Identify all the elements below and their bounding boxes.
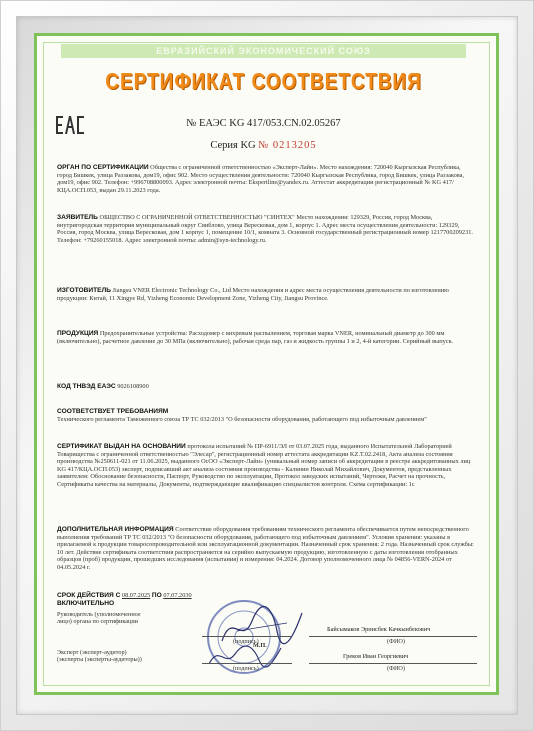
- basis-section: [57, 443, 477, 489]
- head-signature-line: [202, 636, 292, 637]
- org-label: ОРГАН ПО СЕРТИФИКАЦИИ: [57, 164, 149, 171]
- certificate-paper: [34, 33, 499, 695]
- head-name: Байсымаков Эрнисбек Качкынбекович: [327, 626, 431, 633]
- code-value: 9026108900: [117, 383, 149, 390]
- validity-label: СРОК ДЕЙСТВИЯ С: [57, 592, 121, 599]
- manufacturer-label: ИЗГОТОВИТЕЛЬ: [57, 287, 111, 294]
- expert-fio-caption: (ФИО): [387, 665, 405, 672]
- head-fio-caption: (ФИО): [387, 638, 405, 645]
- certification-body-section: [57, 164, 477, 194]
- series-label: Серия KG: [210, 140, 256, 151]
- applicant-text: Место нахождения: 129329, Россия, город Москва, внутригородская территория муниципальный округ Свиблово, улица Вересковая, дом 1, корпус 1. Адрес места осуществления деятельности: 129329, Россия, город Москва, улица Вересковая, дом 1 корпус 1, помещение 10/1, комната 3. Основной государственный регистрационный номер 1217700209231. Телефон: +79260155018. Адрес электронной почты: admin@syn-technology.ru.: [57, 214, 473, 244]
- requirements-text: Технического регламента Таможенного союза ТР ТС 032/2013 "О безопасности оборудования, работающего под избыточным давлением": [57, 415, 427, 423]
- code-section: [57, 383, 477, 391]
- expert-sign-caption: (подпись): [233, 665, 259, 672]
- requirements-section: [57, 408, 477, 423]
- registration-number: № ЕАЭС KG 417/053.CN.02.05267: [186, 118, 341, 129]
- product-section: [57, 330, 477, 345]
- additional-info-text: Соответствие оборудования требованиям технического регламента обеспечивается путем непосредственного выполнения требований ТР ТС 032/2013 "О безопасности оборудования, работающего под избыточным давлением". Условия хранения: указаны в прилагаемой к продукции товаросопроводительной или эксплуатационной документации. Назначенный срок хранения: 2 года. Назначенный срок службы: 10 лет. Действие сертификата соответствия распространяется на серийно выпускаемую продукцию, изготовленную с даты изготовления отобранных образцов (проб) продукции, прошедших исследования (испытания) и измерения: 04.2024. Договор уполномоченного лица № 04856-VERN-2024 от 04.05.2024 г.: [57, 526, 474, 571]
- product-label: ПРОДУКЦИЯ: [57, 330, 99, 337]
- manufacturer-text: Место нахождения и адрес места осуществления деятельности по изготовлению продукции: Китай, 11 Xingye Rd, Yizheng Economic Development Zone, Yizheng City, Jiangsu Province.: [57, 287, 449, 302]
- expert-label-line2: (эксперты (эксперты-аудиторы)): [57, 656, 142, 663]
- manufacturer-section: [57, 287, 477, 302]
- org-text: Общества с ограниченной ответственностью «Эксперт-Лайн». Место нахождения: 720040 Кыргызская Республика, город Бишкек, улица Раззакова, дом19, офис 902. Место осуществления деятельности: 720040 Кыргызская Республика, город Бишкек, улица Раззакова, дом19, офис 902. Телефон: +996708800093. Адрес электронной почты: Ekspertline@yandex.ru. Аттестат аккредитации регистрационный № KG 417/КЦА.ОСП.053, выдан 29.11.2023 года.: [57, 164, 465, 194]
- expert-name-line: [309, 663, 477, 664]
- head-sign-caption: (подпись): [233, 638, 259, 645]
- applicant-label: ЗАЯВИТЕЛЬ: [57, 214, 98, 221]
- union-banner: ЕВРАЗИЙСКИЙ ЭКОНОМИЧЕСКИЙ СОЮЗ: [61, 44, 466, 58]
- head-name-line: [309, 636, 477, 637]
- head-label: [57, 611, 141, 625]
- applicant-section: [57, 214, 477, 244]
- expert-signature-line: [202, 663, 292, 664]
- head-label-line2: лицо) органа по сертификации: [57, 618, 138, 625]
- requirements-label: СООТВЕТСТВУЕТ ТРЕБОВАНИЯМ: [57, 408, 169, 415]
- series-line: [37, 140, 490, 151]
- expert-label: [57, 649, 142, 663]
- seal-mark: М.П.: [253, 642, 267, 649]
- product-text: Предохранительные устройства: Расходомер с вихревым распылением, торговая марка VNER, номинальный диаметр до 300 мм (включительно), расчетное давление до 30 МПа (включительно), рабочая среда пар, газ и жидкость группы 1 и 2, 4-й категории. Серийный выпуск.: [57, 330, 454, 345]
- head-label-line1: Руководитель (уполномоченное: [57, 611, 141, 618]
- validity-to-label: ПО: [151, 592, 162, 599]
- basis-label: СЕРТИФИКАТ ВЫДАН НА ОСНОВАНИИ: [57, 443, 186, 450]
- inclusive-label: ВКЛЮЧИТЕЛЬНО: [57, 599, 115, 607]
- expert-name: Греков Иван Георгиевич: [343, 653, 409, 660]
- additional-info-section: [57, 526, 477, 572]
- certificate-border: [43, 42, 490, 686]
- code-label: КОД ТНВЭД ЕАЭС: [57, 383, 116, 390]
- basis-text: протокола испытаний № ПР-6911/ЭЛ от 03.07.2025 года, выданного Испытательной Лабораторией Товарищества с ограниченной ответственностью "Элесар", регистрационный номер аттестата аккредитации KZ.T.02.2418, Акта анализа состояния производства №250611-021 от 11.06.2025, выданного ОсОО «Эксперт-Лайн» (уникальный номер записи об аккредитации в реестре аккредитованных лиц KG 417/КЦА.ОСП.053) эксперт, подписавший акт анализа состояния производства - Калинин Николай Михайлович, Документов, представленных заявителем: Обоснование безопасности, Паспорт, Руководство по эксплуатации, Протокол заводских испытаний, Чертежи, Расчет на прочность, Сертификаты качества на материалы, Документы, подтверждающие квалификацию специалистов контроля. Схема сертификации: 1с: [57, 443, 471, 488]
- additional-info-label: ДОПОЛНИТЕЛЬНАЯ ИНФОРМАЦИЯ: [57, 526, 174, 533]
- validity-to: 07.07.2030: [163, 592, 192, 599]
- manufacturer-name: Jiangsu VNER Electronic Technology Co., Ltd: [112, 287, 231, 294]
- expert-label-line1: Эксперт (эксперт-аудитор): [57, 649, 127, 656]
- certificate-title: СЕРТИФИКАТ СООТВЕТСТВИЯ: [105, 69, 422, 95]
- applicant-name: ОБЩЕСТВО С ОГРАНИЧЕННОЙ ОТВЕТСТВЕННОСТЬЮ "СИНТЕХ": [99, 214, 295, 221]
- validity-from: 08.07.2025: [121, 592, 151, 599]
- series-number: № 0213205: [258, 140, 317, 151]
